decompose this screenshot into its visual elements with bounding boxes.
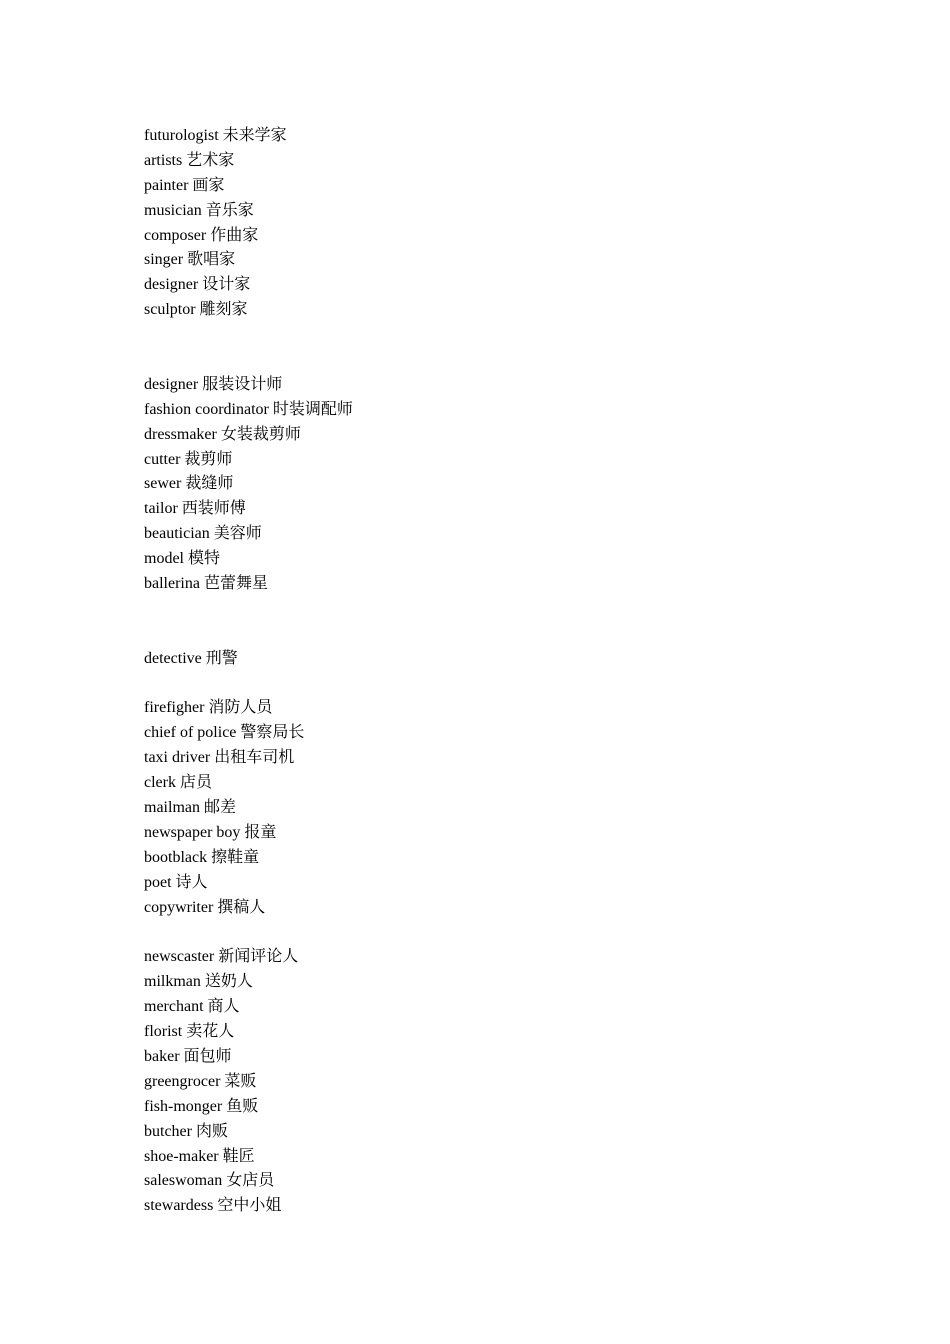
vocabulary-entry: cutter 裁剪师 <box>144 450 233 468</box>
vocabulary-entry: sewer 裁缝师 <box>144 475 234 493</box>
blank-line <box>144 348 844 373</box>
vocabulary-entry: sculptor 雕刻家 <box>144 301 248 319</box>
vocabulary-entry: newscaster 新闻评论人 <box>144 948 299 966</box>
blank-line <box>144 323 844 348</box>
vocabulary-entry: futurologist 未来学家 <box>144 127 287 144</box>
blank-line <box>144 622 844 647</box>
vocabulary-entry: shoe-maker 鞋匠 <box>144 1147 255 1165</box>
vocabulary-entry: greengrocer 菜贩 <box>144 1072 257 1090</box>
vocabulary-entry: saleswoman 女店员 <box>144 1172 275 1190</box>
vocabulary-entry: merchant 商人 <box>144 998 240 1016</box>
vocabulary-entry: chief of police 警察局长 <box>144 724 305 742</box>
vocabulary-entry: model 模特 <box>144 550 220 568</box>
blank-line <box>144 672 844 697</box>
blank-line <box>144 921 844 946</box>
vocabulary-entry: poet 诗人 <box>144 873 208 891</box>
vocabulary-entry: copywriter 撰稿人 <box>144 898 266 916</box>
vocabulary-entry: bootblack 擦鞋童 <box>144 848 260 866</box>
vocabulary-entry: baker 面包师 <box>144 1047 232 1065</box>
vocabulary-entry: newspaper boy 报童 <box>144 823 277 841</box>
vocabulary-entry: painter 画家 <box>144 176 225 194</box>
vocabulary-entry: stewardess 空中小姐 <box>144 1197 282 1215</box>
vocabulary-list <box>144 124 844 1219</box>
vocabulary-entry: milkman 送奶人 <box>144 973 253 991</box>
vocabulary-entry: singer 歌唱家 <box>144 251 236 269</box>
vocabulary-entry: fish-monger 鱼贩 <box>144 1097 259 1115</box>
vocabulary-entry: designer 设计家 <box>144 276 251 294</box>
vocabulary-entry: composer 作曲家 <box>144 226 259 244</box>
vocabulary-entry: butcher 肉贩 <box>144 1122 228 1140</box>
vocabulary-entry: musician 音乐家 <box>144 201 254 219</box>
vocabulary-entry: mailman 邮差 <box>144 799 236 817</box>
vocabulary-entry: taxi driver 出租车司机 <box>144 749 295 767</box>
vocabulary-entry: ballerina 芭蕾舞星 <box>144 575 268 593</box>
vocabulary-entry: designer 服装设计师 <box>144 375 283 393</box>
vocabulary-entry: detective 刑警 <box>144 649 238 667</box>
vocabulary-entry: tailor 西装师傅 <box>144 500 246 518</box>
vocabulary-entry: dressmaker 女装裁剪师 <box>144 425 301 443</box>
vocabulary-entry: firefigher 消防人员 <box>144 699 273 717</box>
vocabulary-entry: florist 卖花人 <box>144 1023 235 1041</box>
vocabulary-entry: artists 艺术家 <box>144 151 235 169</box>
vocabulary-entry: clerk 店员 <box>144 774 212 792</box>
vocabulary-entry: beautician 美容师 <box>144 525 262 543</box>
vocabulary-entry: fashion coordinator 时装调配师 <box>144 400 353 418</box>
blank-line <box>144 597 844 622</box>
